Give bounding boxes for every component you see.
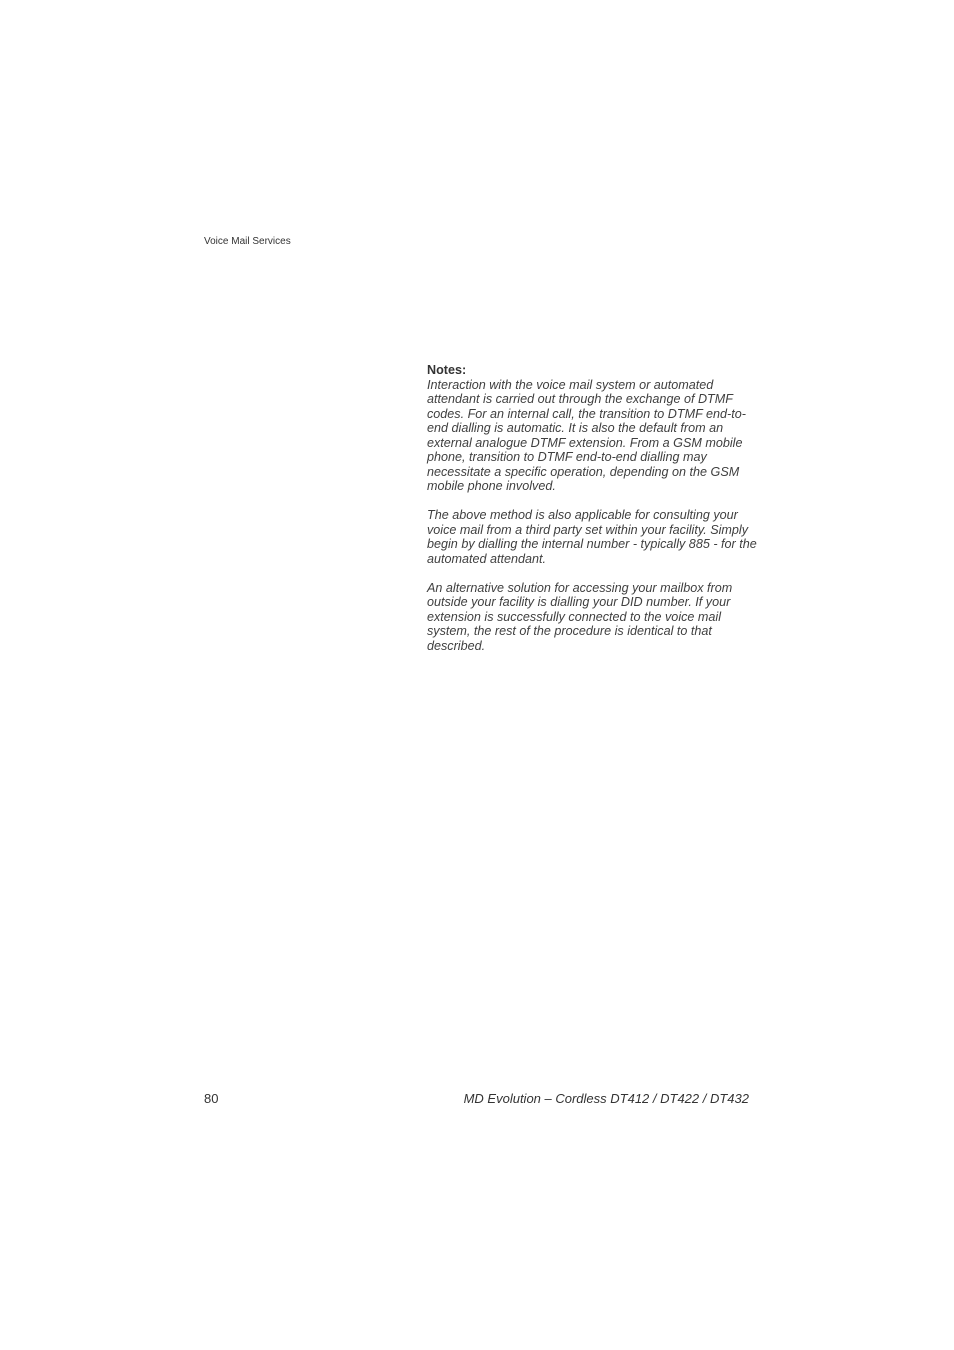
notes-block	[427, 363, 757, 653]
running-header: Voice Mail Services	[204, 236, 291, 247]
notes-paragraph-third-party: The above method is also applicable for consulting your voice mail from a third party set within your facility. Simply begin by dialling the internal number - typically 885 - for the automated attendant.	[427, 508, 757, 566]
footer-title: MD Evolution – Cordless DT412 / DT422 / DT432	[463, 1091, 749, 1106]
page-number: 80	[204, 1091, 219, 1106]
notes-heading: Notes:	[427, 363, 467, 377]
notes-paragraph-alternative: An alternative solution for accessing your mailbox from outside your facility is dialling your DID number. If your extension is successfully connected to the voice mail system, the rest of the procedure is identical to that described.	[427, 580, 733, 653]
notes-paragraph-dtmf: Interaction with the voice mail system or automated attendant is carried out through the exchange of DTMF codes. For an internal call, the transition to DTMF end-to- end dialling is automatic. It is also the default from an external analogue DTMF extension. From a GSM mobile phone, transition to DTMF end-to-end dialling may necessitate a specific operation, depending on the GSM mobile phone involved.	[427, 377, 746, 493]
